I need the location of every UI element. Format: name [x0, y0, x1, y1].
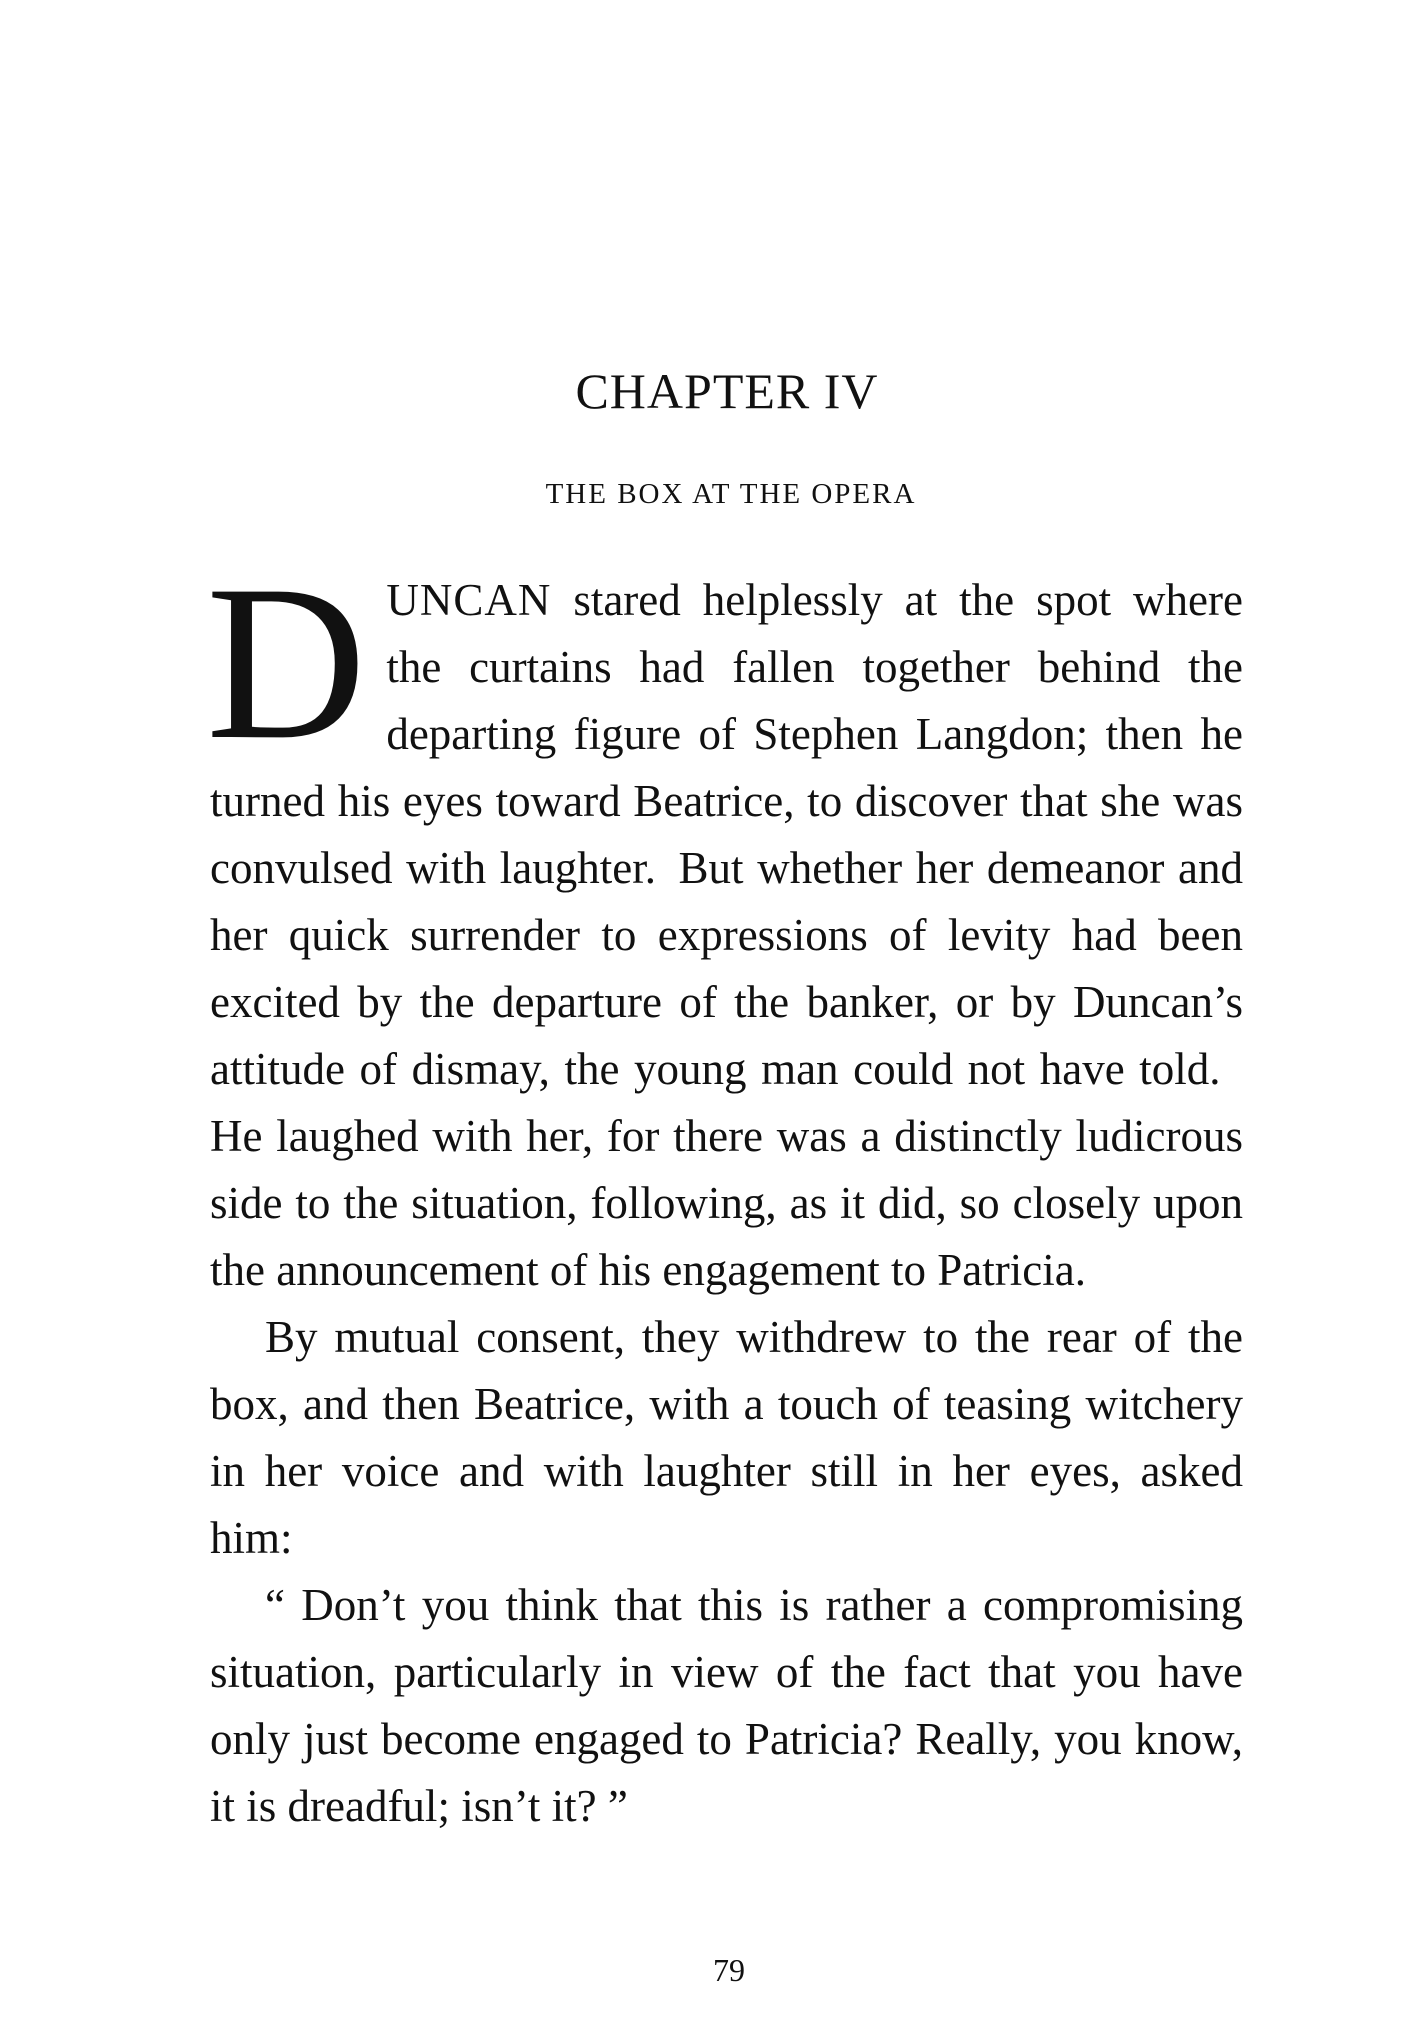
paragraph-2: By mutual consent, they withdrew to the rear of the box, and then Beatrice, with a touch of teasing witchery in her voice and with laughter still in her eyes, asked him: — [210, 1312, 1243, 1563]
chapter-heading: CHAPTER IV — [575, 363, 879, 419]
drop-cap: D — [206, 540, 367, 786]
page-number: 79 — [713, 1952, 745, 1988]
chapter-body — [206, 540, 1243, 1840]
chapter-subtitle: THE BOX AT THE OPERA — [545, 478, 917, 510]
paragraph-3: “ Don’t you think that this is rather a compromising situation, particularly in view of the fact that you have only just become engaged to Patricia? Really, you know, it is dreadful; isn’t it? ” — [210, 1580, 1243, 1831]
paragraph-1-text: stared helplessly at the spot where the curtains had fallen together behind the departing figure of Stephen Langdon; then he turned his eyes toward Beatrice, to discover that she was convulsed with laughter. But whether her demeanor and her quick surrender to expressions of levity had been excited by the departure of the banker, or by Duncan’s attitude of dismay, the young man could not have told. He laughed with her, for there was a distinctly ludicrous side to the situation, following, as it did, so closely upon the announcement of his engagement to Patricia. — [210, 575, 1243, 1295]
paragraph-1 — [206, 540, 1243, 1304]
lead-caps: UNCAN — [386, 575, 552, 625]
